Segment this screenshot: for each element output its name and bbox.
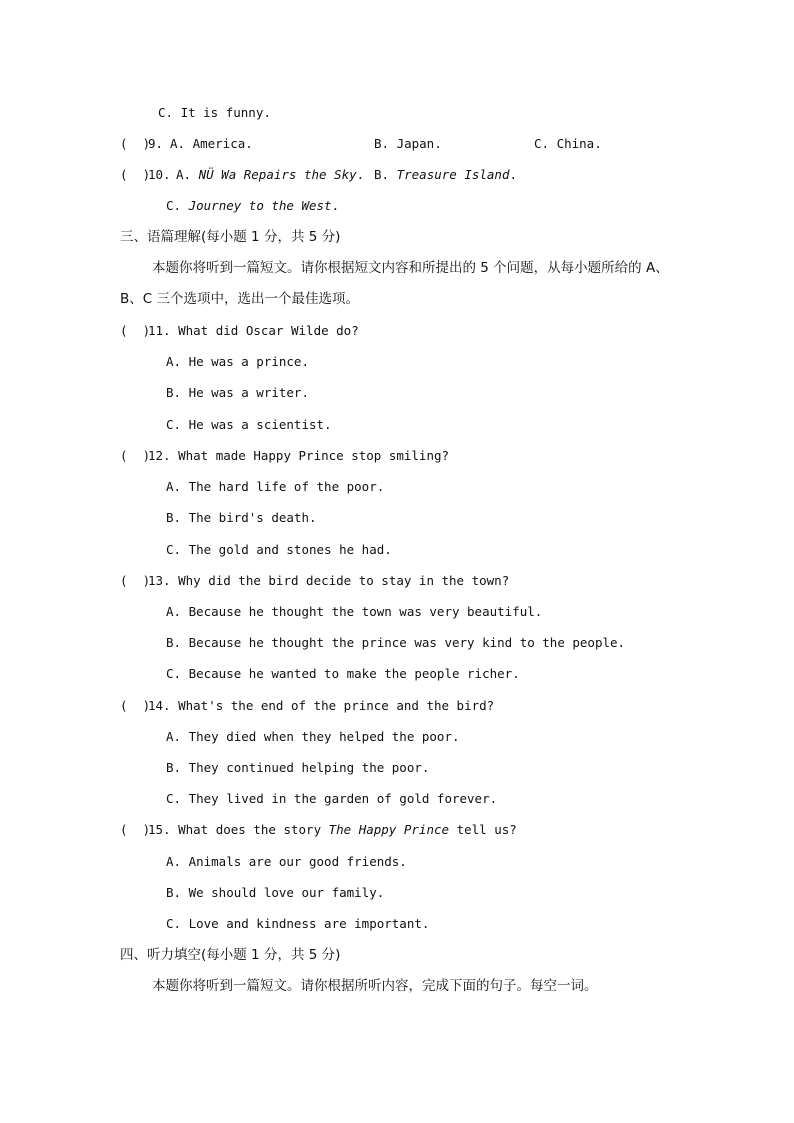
q10-option-c-end: . [331, 198, 340, 213]
q9-number: 9. [148, 136, 164, 151]
q10-option-a-end: . [356, 167, 365, 182]
q10-number: 10. [148, 167, 171, 182]
q9-option-b: B. Japan. [374, 136, 442, 151]
q12-stem: 12. What made Happy Prince stop smiling? [148, 448, 450, 463]
q13-stem: 13. Why did the bird decide to stay in the town? [148, 573, 510, 588]
q11-option-a: A. He was a prince. [166, 354, 309, 369]
q15-option-a: A. Animals are our good friends. [166, 854, 407, 869]
q15-stem [148, 822, 517, 838]
q13-option-a: A. Because he thought the town was very beautiful. [166, 604, 543, 619]
q14-option-b: B. They continued helping the poor. [166, 760, 430, 775]
q14-option-c: C. They lived in the garden of gold forever. [166, 791, 498, 806]
q13-option-c: C. Because he wanted to make the people richer. [166, 666, 520, 681]
section3-instruction-line2: B、C 三个选项中，选出一个最佳选项。 [120, 291, 359, 307]
q10-option-c-prefix: C. [166, 198, 182, 213]
q14-stem: 14. What's the end of the prince and the bird? [148, 698, 495, 713]
q12-option-c: C. The gold and stones he had. [166, 542, 392, 557]
q13-answer-paren: ( ) [120, 573, 151, 588]
q15-stem-title: The Happy Prince [328, 822, 450, 837]
section3-instruction-line1: 本题你将听到一篇短文。请你根据短文内容和所提出的 5 个问题，从每小题所给的 A、 [152, 260, 669, 276]
q10-option-c [166, 198, 339, 214]
section3-heading: 三、语篇理解(每小题 1 分，共 5 分) [120, 229, 341, 245]
q11-stem: 11. What did Oscar Wilde do? [148, 323, 359, 338]
section4-instruction: 本题你将听到一篇短文。请你根据所听内容，完成下面的句子。每空一词。 [152, 978, 598, 994]
q10-answer-paren: ( ) [120, 167, 151, 182]
q11-answer-paren: ( ) [120, 323, 151, 338]
q9-option-a: A. America. [170, 136, 253, 151]
q10-option-a-title: NÜ Wa Repairs the Sky [198, 167, 357, 182]
q10-option-b [374, 167, 517, 183]
q15-stem-before: 15. What does the story [148, 822, 329, 837]
q15-option-b: B. We should love our family. [166, 885, 385, 900]
q9-option-c: C. China. [534, 136, 602, 151]
q10-option-b-prefix: B. [374, 167, 390, 182]
q9-answer-paren: ( ) [120, 136, 151, 151]
q12-answer-paren: ( ) [120, 448, 151, 463]
q14-answer-paren: ( ) [120, 698, 151, 713]
q10-option-c-title: Journey to the West [188, 198, 332, 213]
q13-option-b: B. Because he thought the prince was very kind to the people. [166, 635, 626, 650]
q12-option-a: A. The hard life of the poor. [166, 479, 385, 494]
q15-stem-after: tell us? [449, 822, 517, 837]
q10-option-b-end: . [509, 167, 518, 182]
q15-option-c: C. Love and kindness are important. [166, 916, 430, 931]
q14-option-a: A. They died when they helped the poor. [166, 729, 460, 744]
q11-option-b: B. He was a writer. [166, 385, 309, 400]
q15-answer-paren: ( ) [120, 822, 151, 837]
q10-option-a-prefix: A. [176, 167, 192, 182]
q10-option-a [176, 167, 364, 183]
q11-option-c: C. He was a scientist. [166, 417, 332, 432]
q10-option-b-title: Treasure Island [396, 167, 510, 182]
q12-option-b: B. The bird's death. [166, 510, 317, 525]
q8-option-c: C. It is funny. [158, 105, 271, 120]
section4-heading: 四、听力填空(每小题 1 分，共 5 分) [120, 947, 341, 963]
